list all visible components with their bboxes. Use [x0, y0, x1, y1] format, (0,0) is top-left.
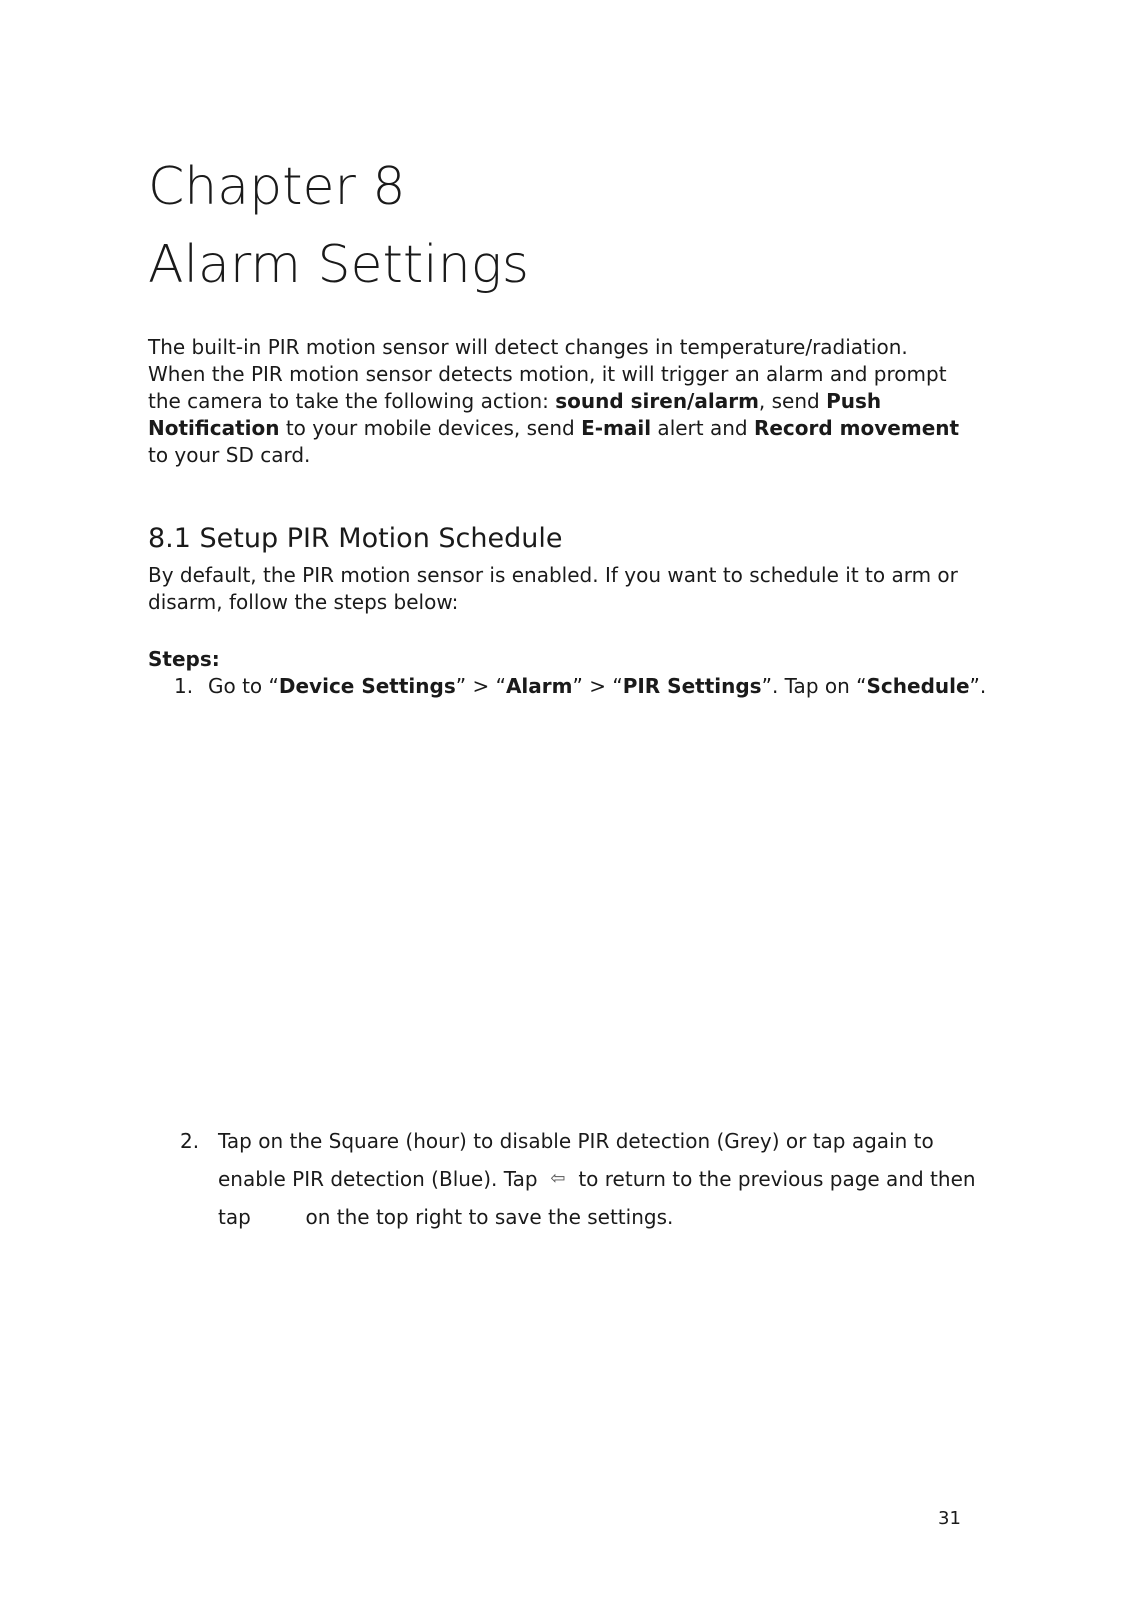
step-number: 2. [180, 1129, 200, 1153]
step-1 [174, 673, 994, 700]
intro-paragraph [148, 334, 968, 469]
intro-bold-record: Record movement [753, 416, 960, 440]
intro-text: alert and [651, 416, 754, 440]
intro-bold-siren: sound siren/alarm [555, 389, 759, 413]
step-2-body [218, 1122, 980, 1236]
back-arrow-icon: ⇦ [550, 1168, 566, 1189]
section-heading: 8.1 Setup PIR Motion Schedule [148, 523, 563, 554]
chapter-name: Alarm Settings [148, 235, 530, 295]
step-text: ”. [969, 674, 987, 698]
steps-label: Steps: [148, 647, 220, 671]
step-text: Tap on the Square (hour) to disable PIR detection (Grey) or tap again to enable PIR detection (Blue). Tap [218, 1129, 934, 1191]
step-bold-device-settings: Device Settings [278, 674, 456, 698]
step-text: ” > “ [572, 674, 623, 698]
page-number: 31 [938, 1508, 961, 1529]
intro-text: , send [758, 389, 827, 413]
step-text: on the top right to save the settings. [299, 1205, 674, 1229]
step-text: ”. Tap on “ [761, 674, 867, 698]
step-2 [180, 1122, 980, 1236]
chapter-title [148, 148, 529, 304]
intro-bold-push: Push Notification [148, 389, 882, 440]
chapter-label: Chapter 8 [148, 157, 406, 217]
step-text: Go to “ [208, 674, 279, 698]
step-number: 1. [174, 674, 194, 698]
intro-text: to your mobile devices, send [279, 416, 582, 440]
section-intro: By default, the PIR motion sensor is enabled. If you want to schedule it to arm or disarm, follow the steps below: [148, 563, 958, 614]
step-text: ” > “ [455, 674, 506, 698]
step-bold-pir-settings: PIR Settings [622, 674, 762, 698]
step-text: to return to the previous page and then tap [218, 1167, 976, 1229]
step-bold-alarm: Alarm [505, 674, 573, 698]
step-bold-schedule: Schedule [866, 674, 970, 698]
intro-bold-email: E-mail [581, 416, 652, 440]
intro-text: to your SD card. [148, 443, 311, 467]
intro-text: The built-in PIR motion sensor will detect changes in temperature/radiation. When the PIR motion sensor detects motion, it will trigger an alarm and prompt the camera to take the following action: [148, 335, 947, 413]
